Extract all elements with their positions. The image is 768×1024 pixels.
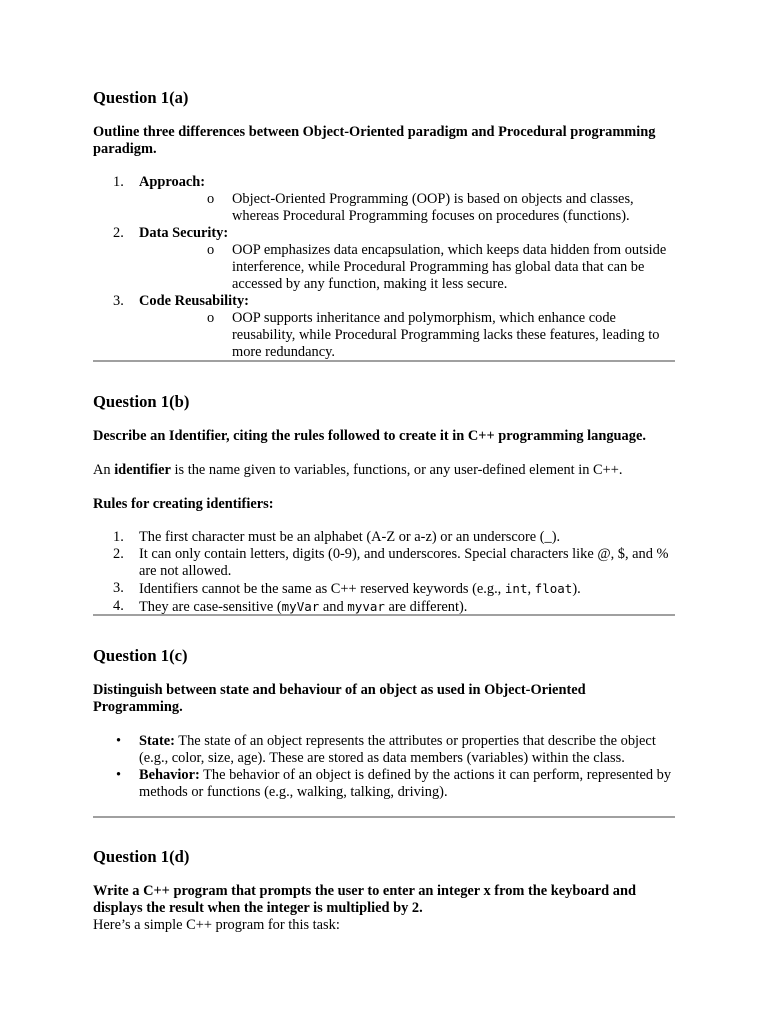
list-number: 2. — [113, 546, 124, 562]
circle-bullet-icon: o — [207, 191, 215, 207]
question-1c-heading: Question 1(c) — [93, 646, 188, 665]
bullet-icon: • — [116, 733, 122, 749]
bullet-icon: • — [116, 767, 122, 783]
code-keyword: int — [504, 581, 528, 596]
rule-item — [93, 580, 675, 598]
term-description: The behavior of an object is defined by the actions it can perform, represented by methods or functions (e.g., walking, talking, driving). — [139, 767, 672, 800]
list-number: 3. — [113, 293, 124, 309]
behavior-item — [93, 767, 675, 801]
difference-title: Code Reusability: — [139, 293, 249, 309]
list-number: 2. — [113, 225, 124, 241]
question-1c-prompt: Distinguish between state and behaviour of an object as used in Object-Oriented Programming. — [93, 682, 586, 715]
rule-item — [93, 529, 675, 546]
difference-sublist — [139, 191, 675, 225]
section-divider — [93, 614, 675, 616]
term-label: Behavior: — [139, 767, 200, 783]
rule-text: It can only contain letters, digits (0-9), and underscores. Special characters like @, $, and % are not allowed. — [139, 546, 669, 579]
section-divider — [93, 360, 675, 362]
definition-text: is the name given to variables, functions, or any user-defined element in C++. — [170, 462, 623, 478]
identifier-definition — [93, 462, 675, 479]
list-number: 4. — [113, 598, 124, 614]
state-item — [93, 733, 675, 767]
code-identifier: myVar — [281, 599, 320, 614]
difference-detail — [139, 242, 675, 293]
definition-text: An — [93, 462, 115, 478]
rule-text: Identifiers cannot be the same as C++ reserved keywords (e.g., — [139, 581, 505, 597]
code-identifier: myvar — [347, 599, 385, 614]
difference-detail — [139, 310, 675, 361]
circle-bullet-icon: o — [207, 310, 215, 326]
rule-text: and — [319, 599, 348, 615]
question-1d-prompt: Write a C++ program that prompts the user to enter an integer x from the keyboard and displays the result when the integer is multiplied by 2. — [93, 883, 636, 916]
difference-detail — [139, 191, 675, 225]
difference-title: Approach: — [139, 174, 206, 190]
question-1b-prompt: Describe an Identifier, citing the rules followed to create it in C++ programming language. — [93, 428, 646, 444]
difference-sublist — [139, 242, 675, 293]
question-1a-prompt: Outline three differences between Object-Oriented paradigm and Procedural programming paradigm. — [93, 124, 656, 157]
difference-detail-text: OOP supports inheritance and polymorphism, which enhance code reusability, while Procedural Programming lacks these features, leading to more redundancy. — [232, 310, 660, 360]
definition-term: identifier — [114, 462, 171, 478]
term-description: The state of an object represents the attributes or properties that describe the object (e.g., color, size, age). These are stored as data members (variables) within the class. — [139, 733, 656, 766]
difference-detail-text: OOP emphasizes data encapsulation, which keeps data hidden from outside interference, while Procedural Programming has global data that can be accessed by any function, making it less secure. — [232, 242, 667, 292]
term-label: State: — [139, 733, 175, 749]
rules-heading: Rules for creating identifiers: — [93, 496, 274, 512]
rule-item — [93, 546, 675, 580]
list-number: 1. — [113, 529, 124, 545]
rule-text: are different). — [384, 599, 468, 615]
rule-text: ). — [572, 581, 581, 597]
difference-item-data-security — [93, 225, 675, 293]
difference-item-approach — [93, 174, 675, 225]
difference-title: Data Security: — [139, 225, 229, 241]
program-intro: Here’s a simple C++ program for this task: — [93, 917, 340, 933]
rule-text: , — [527, 581, 535, 597]
question-1a-heading: Question 1(a) — [93, 88, 189, 107]
identifier-rules-list — [93, 529, 675, 616]
rule-text: They are case-sensitive ( — [139, 599, 282, 615]
section-divider — [93, 816, 675, 818]
code-keyword: float — [534, 581, 573, 596]
difference-sublist — [139, 310, 675, 361]
circle-bullet-icon: o — [207, 242, 215, 258]
list-number: 1. — [113, 174, 124, 190]
question-1b-heading: Question 1(b) — [93, 392, 190, 411]
list-number: 3. — [113, 580, 124, 596]
state-behavior-list — [93, 733, 675, 801]
difference-item-code-reusability — [93, 293, 675, 361]
difference-detail-text: Object-Oriented Programming (OOP) is based on objects and classes, whereas Procedural Programming focuses on procedures (functions). — [232, 191, 634, 224]
differences-list — [93, 174, 675, 361]
rule-text: The first character must be an alphabet (A-Z or a-z) or an underscore (_). — [139, 529, 561, 545]
question-1d-heading: Question 1(d) — [93, 847, 190, 866]
